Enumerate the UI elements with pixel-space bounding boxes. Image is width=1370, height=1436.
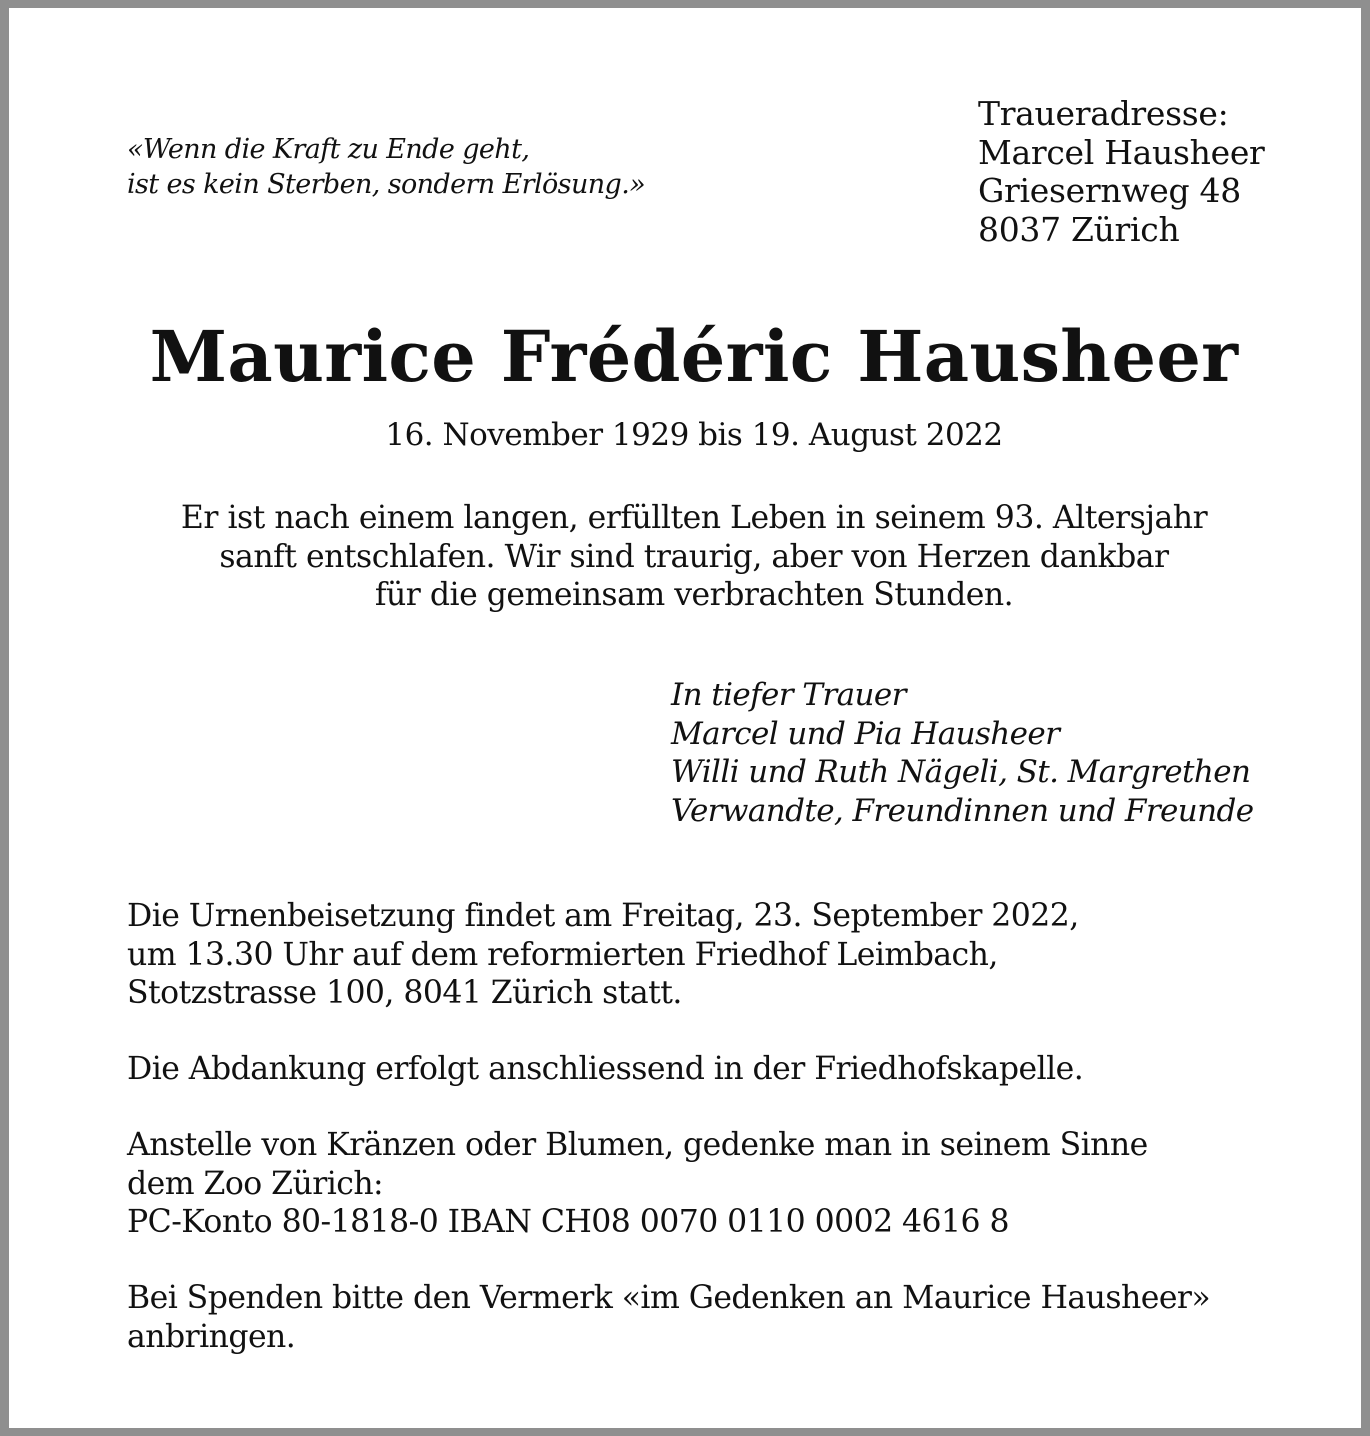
address-heading: Traueradresse: bbox=[978, 94, 1229, 133]
ceremony-notice: Die Abdankung erfolgt anschliessend in der Friedhofskapelle. bbox=[127, 1051, 1084, 1087]
mourner-entry: Marcel und Pia Hausheer bbox=[671, 715, 1060, 752]
donation-note: Bei Spenden bitte den Vermerk «im Gedenken an Maurice Hausheer» anbringen. bbox=[127, 1280, 1211, 1355]
deceased-name: Maurice Frédéric Hausheer bbox=[149, 315, 1239, 398]
address-name: Marcel Hausheer bbox=[978, 132, 1265, 172]
address-street: Griesernweg 48 bbox=[978, 171, 1241, 210]
mourner-entry: Verwandte, Freundinnen und Freunde bbox=[671, 792, 1254, 829]
donation-notice: Anstelle von Kränzen oder Blumen, gedenke man in seinem Sinne dem Zoo Zürich: PC-Konto 80-1818-0 IBAN CH08 0070 0110 0002 4616 8 bbox=[127, 1127, 1148, 1240]
memorial-quote: «Wenn die Kraft zu Ende geht, ist es kein Sterben, sondern Erlösung.» bbox=[127, 134, 646, 200]
mourner-entry: Willi und Ruth Nägeli, St. Margrethen bbox=[671, 754, 1251, 790]
memorial-message: Er ist nach einem langen, erfüllten Leben in seinem 93. Altersjahr sanft entschlafen. Wir sind traurig, aber von Herzen dankbar für die gemeinsam verbrachten Stunden. bbox=[180, 500, 1208, 613]
life-dates: 16. November 1929 bis 19. August 2022 bbox=[385, 417, 1003, 453]
mourners-intro: In tiefer Trauer bbox=[671, 677, 906, 713]
mourning-address bbox=[978, 95, 1265, 249]
burial-notice: Die Urnenbeisetzung findet am Freitag, 23. September 2022, um 13.30 Uhr auf dem reformierten Friedhof Leimbach, Stotzstrasse 100, 8041 Zürich statt. bbox=[127, 898, 1079, 1011]
address-city: 8037 Zürich bbox=[978, 209, 1180, 249]
mourners-list bbox=[671, 676, 1254, 830]
